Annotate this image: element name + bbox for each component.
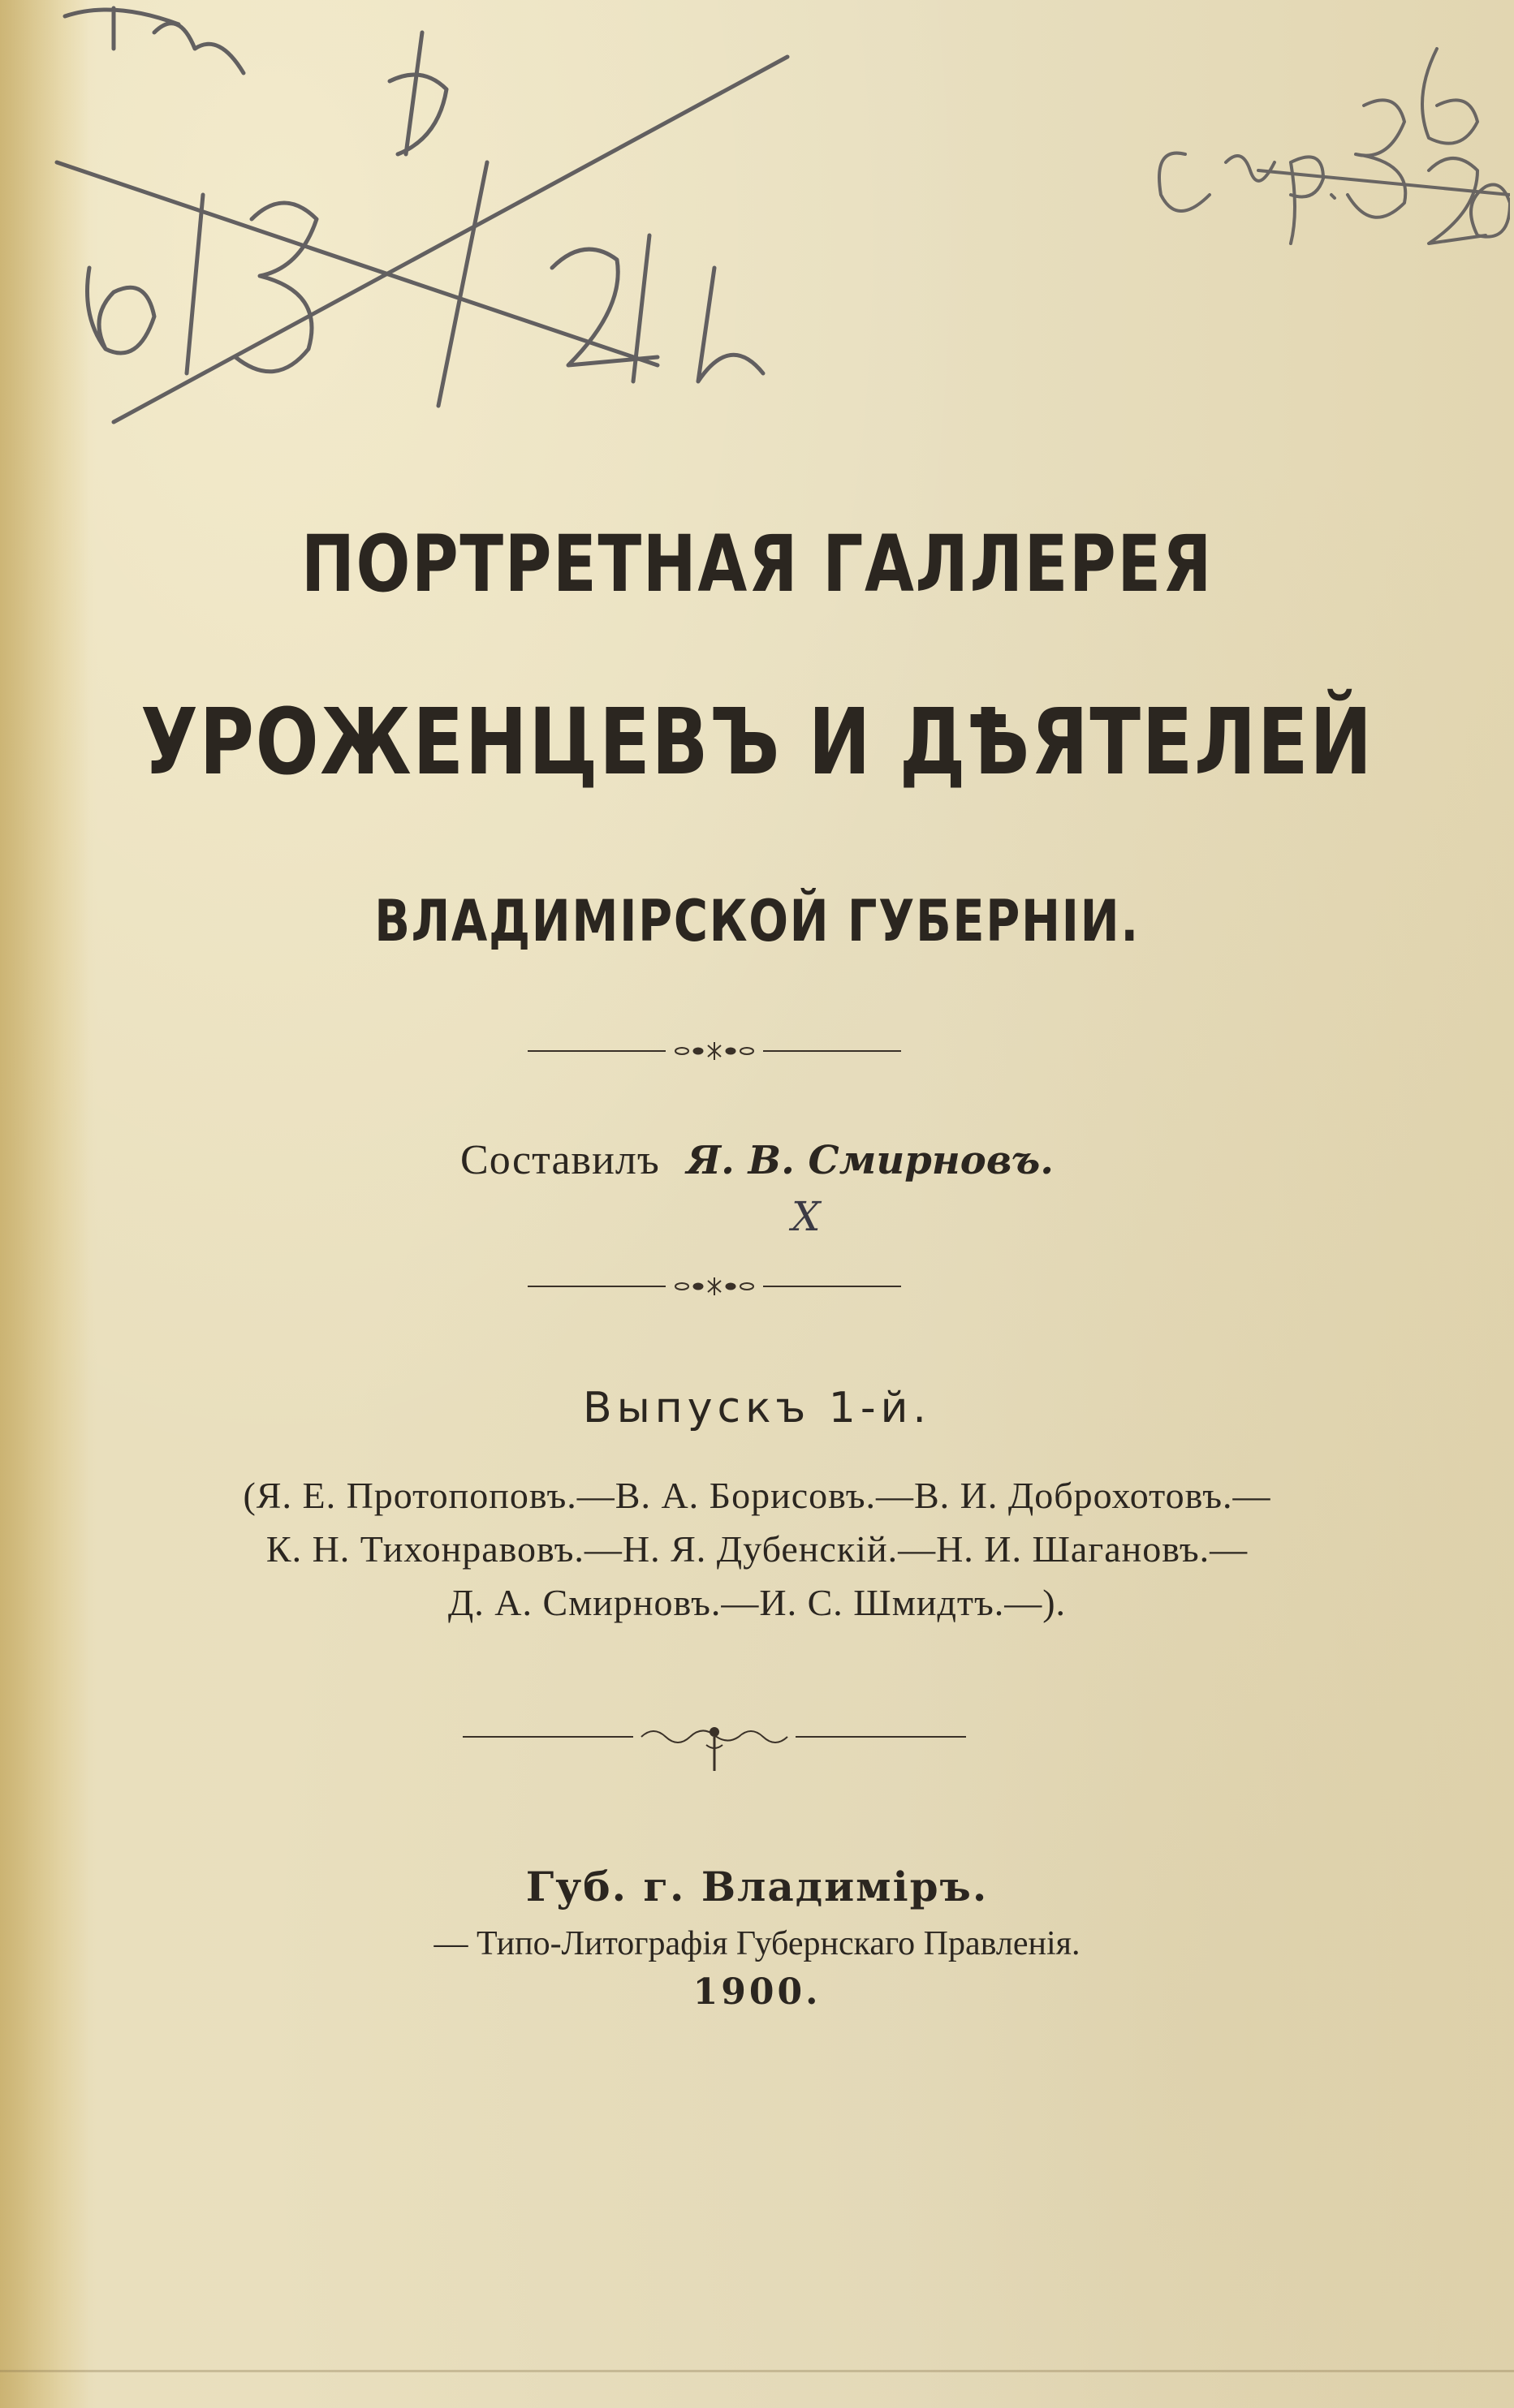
- issue-number: Выпускъ 1-й.: [583, 1384, 931, 1432]
- compiler-label: Составилъ: [460, 1137, 660, 1183]
- contents-line-1: (Я. Е. Протопоповъ.—В. А. Борисовъ.—В. И. Доброхотовъ.—: [243, 1475, 1271, 1516]
- contents-line-2: К. Н. Тихонравовъ.—Н. Я. Дубенскій.—Н. И. Шагановъ.—: [265, 1528, 1249, 1570]
- imprint-city: Губ. г. Владиміръ.: [525, 1863, 989, 1910]
- compiler-name: Я. В. Смирновъ.: [686, 1138, 1054, 1183]
- ornament-divider-3: [455, 1721, 974, 1777]
- handwritten-shelfmark-top-right: [1137, 32, 1510, 292]
- contents-list: [0, 1469, 1514, 1630]
- imprint-press: — Типо-Литографія Губернскаго Правленія.: [433, 1925, 1081, 1962]
- ornament-divider-2: [520, 1274, 909, 1299]
- contents-line-3: Д. А. Смирновъ.—И. С. Шмидтъ.—).: [447, 1582, 1067, 1623]
- title-line-1: ПОРТРЕТНАЯ ГАЛЛЕРЕЯ: [300, 519, 1214, 610]
- ornament-divider-1: [520, 1039, 909, 1063]
- page-bottom-edge: [0, 2370, 1514, 2372]
- handwritten-mark-below-author: X: [792, 1193, 821, 1240]
- handwritten-shelfmark-top-left: [32, 0, 828, 438]
- title-line-2: УРОЖЕНЦЕВЪ И ДѢЯТЕЛЕЙ: [140, 690, 1374, 795]
- title-line-3: ВЛАДИМІРСКОЙ ГУБЕРНІИ.: [374, 888, 1140, 954]
- imprint-year: 1900.: [692, 1971, 822, 2013]
- compiler-line: [0, 1132, 1514, 1189]
